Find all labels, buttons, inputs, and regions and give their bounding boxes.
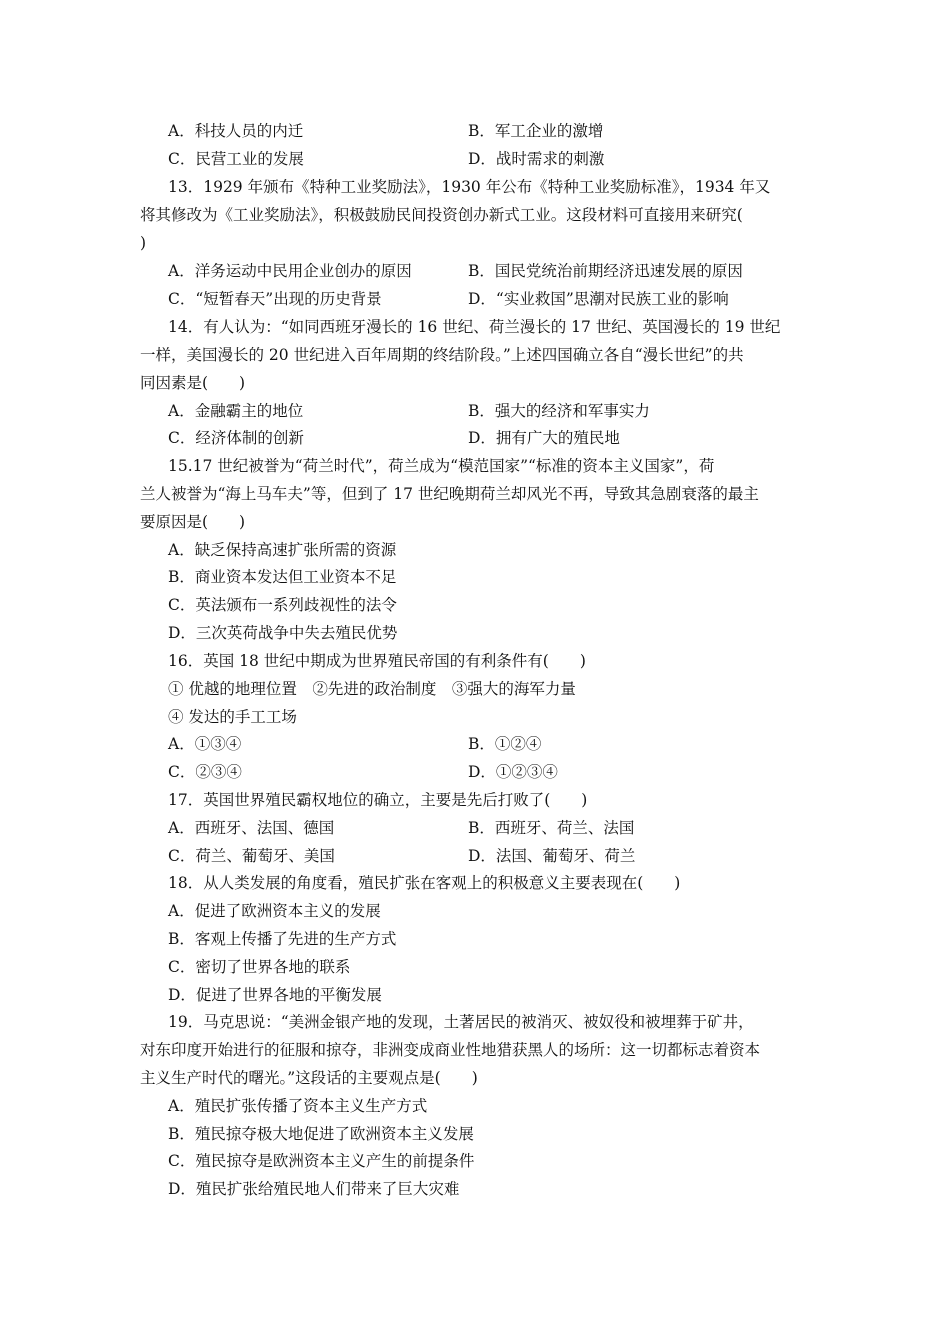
q17-option-d: D．法国、葡萄牙、荷兰 bbox=[468, 847, 636, 865]
q16-option-d: D．①②③④ bbox=[468, 763, 558, 781]
q13-stem-line1: 13．1929 年颁布《特种工业奖励法》，1930 年公布《特种工业奖励标准》，1934 年又 bbox=[168, 178, 771, 196]
q16-stem-line1: 16．英国 18 世纪中期成为世界殖民帝国的有利条件有( ) bbox=[168, 652, 586, 670]
q17-option-c: C．荷兰、葡萄牙、美国 bbox=[168, 847, 335, 865]
q14-stem-line1: 14．有人认为：“如同西班牙漫长的 16 世纪、荷兰漫长的 17 世纪、英国漫长的 19 世纪 bbox=[168, 318, 781, 336]
q13-option-d: D．“实业救国”思潮对民族工业的影响 bbox=[468, 290, 729, 308]
q19-option-c: C．殖民掠夺是欧洲资本主义产生的前提条件 bbox=[168, 1152, 475, 1170]
q17-stem-line1: 17．英国世界殖民霸权地位的确立，主要是先后打败了( ) bbox=[168, 791, 588, 809]
q14-option-a: A．金融霸主的地位 bbox=[168, 402, 304, 420]
q13-option-a: A．洋务运动中民用企业创办的原因 bbox=[168, 262, 412, 280]
q13-option-b: B．国民党统治前期经济迅速发展的原因 bbox=[468, 262, 743, 280]
q19-option-b: B．殖民掠夺极大地促进了欧洲资本主义发展 bbox=[168, 1125, 474, 1143]
q14-option-c: C．经济体制的创新 bbox=[168, 429, 304, 447]
q15-option-b: B．商业资本发达但工业资本不足 bbox=[168, 568, 397, 586]
q12-option-d: D．战时需求的刺激 bbox=[468, 150, 605, 168]
q15-stem-line3: 要原因是( ) bbox=[140, 513, 246, 531]
q13-stem-line3: ) bbox=[140, 234, 147, 252]
q16-statements-line1: ① 优越的地理位置 ②先进的政治制度 ③强大的海军力量 bbox=[168, 680, 576, 698]
q12-option-a: A．科技人员的内迁 bbox=[168, 122, 304, 140]
q16-option-b: B．①②④ bbox=[468, 735, 542, 753]
q14-option-b: B．强大的经济和军事实力 bbox=[468, 402, 650, 420]
q18-option-d: D．促进了世界各地的平衡发展 bbox=[168, 986, 382, 1004]
q15-stem-line2: 兰人被誉为“海上马车夫”等，但到了 17 世纪晚期荷兰却风光不再，导致其急剧衰落的最主 bbox=[140, 485, 759, 503]
q14-option-d: D．拥有广大的殖民地 bbox=[468, 429, 620, 447]
q15-option-a: A．缺乏保持高速扩张所需的资源 bbox=[168, 541, 397, 559]
q15-option-d: D．三次英荷战争中失去殖民优势 bbox=[168, 624, 398, 642]
q12-option-b: B．军工企业的激增 bbox=[468, 122, 604, 140]
q16-option-c: C．②③④ bbox=[168, 763, 242, 781]
q15-option-c: C．英法颁布一系列歧视性的法令 bbox=[168, 596, 397, 614]
q19-stem-line2: 对东印度开始进行的征服和掠夺，非洲变成商业性地猎获黑人的场所：这一切都标志着资本 bbox=[140, 1041, 761, 1059]
q18-option-b: B．客观上传播了先进的生产方式 bbox=[168, 930, 397, 948]
q12-option-c: C．民营工业的发展 bbox=[168, 150, 304, 168]
q15-stem-line1: 15.17 世纪被誉为“荷兰时代”，荷兰成为“模范国家”“标准的资本主义国家”，荷 bbox=[168, 457, 715, 475]
q14-stem-line3: 同因素是( ) bbox=[140, 374, 246, 392]
q18-option-a: A．促进了欧洲资本主义的发展 bbox=[168, 902, 381, 920]
q13-option-c: C．“短暂春天”出现的历史背景 bbox=[168, 290, 382, 308]
q19-stem-line1: 19．马克思说：“美洲金银产地的发现，土著居民的被消灭、被奴役和被埋葬于矿井， bbox=[168, 1013, 754, 1031]
q19-option-d: D．殖民扩张给殖民地人们带来了巨大灾难 bbox=[168, 1180, 460, 1198]
q19-option-a: A．殖民扩张传播了资本主义生产方式 bbox=[168, 1097, 428, 1115]
q13-stem-line2: 将其修改为《工业奖励法》，积极鼓励民间投资创办新式工业。这段材料可直接用来研究( bbox=[140, 206, 743, 224]
q18-stem-line1: 18．从人类发展的角度看，殖民扩张在客观上的积极意义主要表现在( ) bbox=[168, 874, 681, 892]
q16-option-a: A．①③④ bbox=[168, 735, 242, 753]
q18-option-c: C．密切了世界各地的联系 bbox=[168, 958, 351, 976]
q19-stem-line3: 主义生产时代的曙光。”这段话的主要观点是( ) bbox=[140, 1069, 478, 1087]
q17-option-b: B．西班牙、荷兰、法国 bbox=[468, 819, 635, 837]
q14-stem-line2: 一样，美国漫长的 20 世纪进入百年周期的终结阶段。”上述四国确立各自“漫长世纪”的共 bbox=[140, 346, 744, 364]
q16-statements-line2: ④ 发达的手工工场 bbox=[168, 708, 297, 726]
q17-option-a: A．西班牙、法国、德国 bbox=[168, 819, 335, 837]
